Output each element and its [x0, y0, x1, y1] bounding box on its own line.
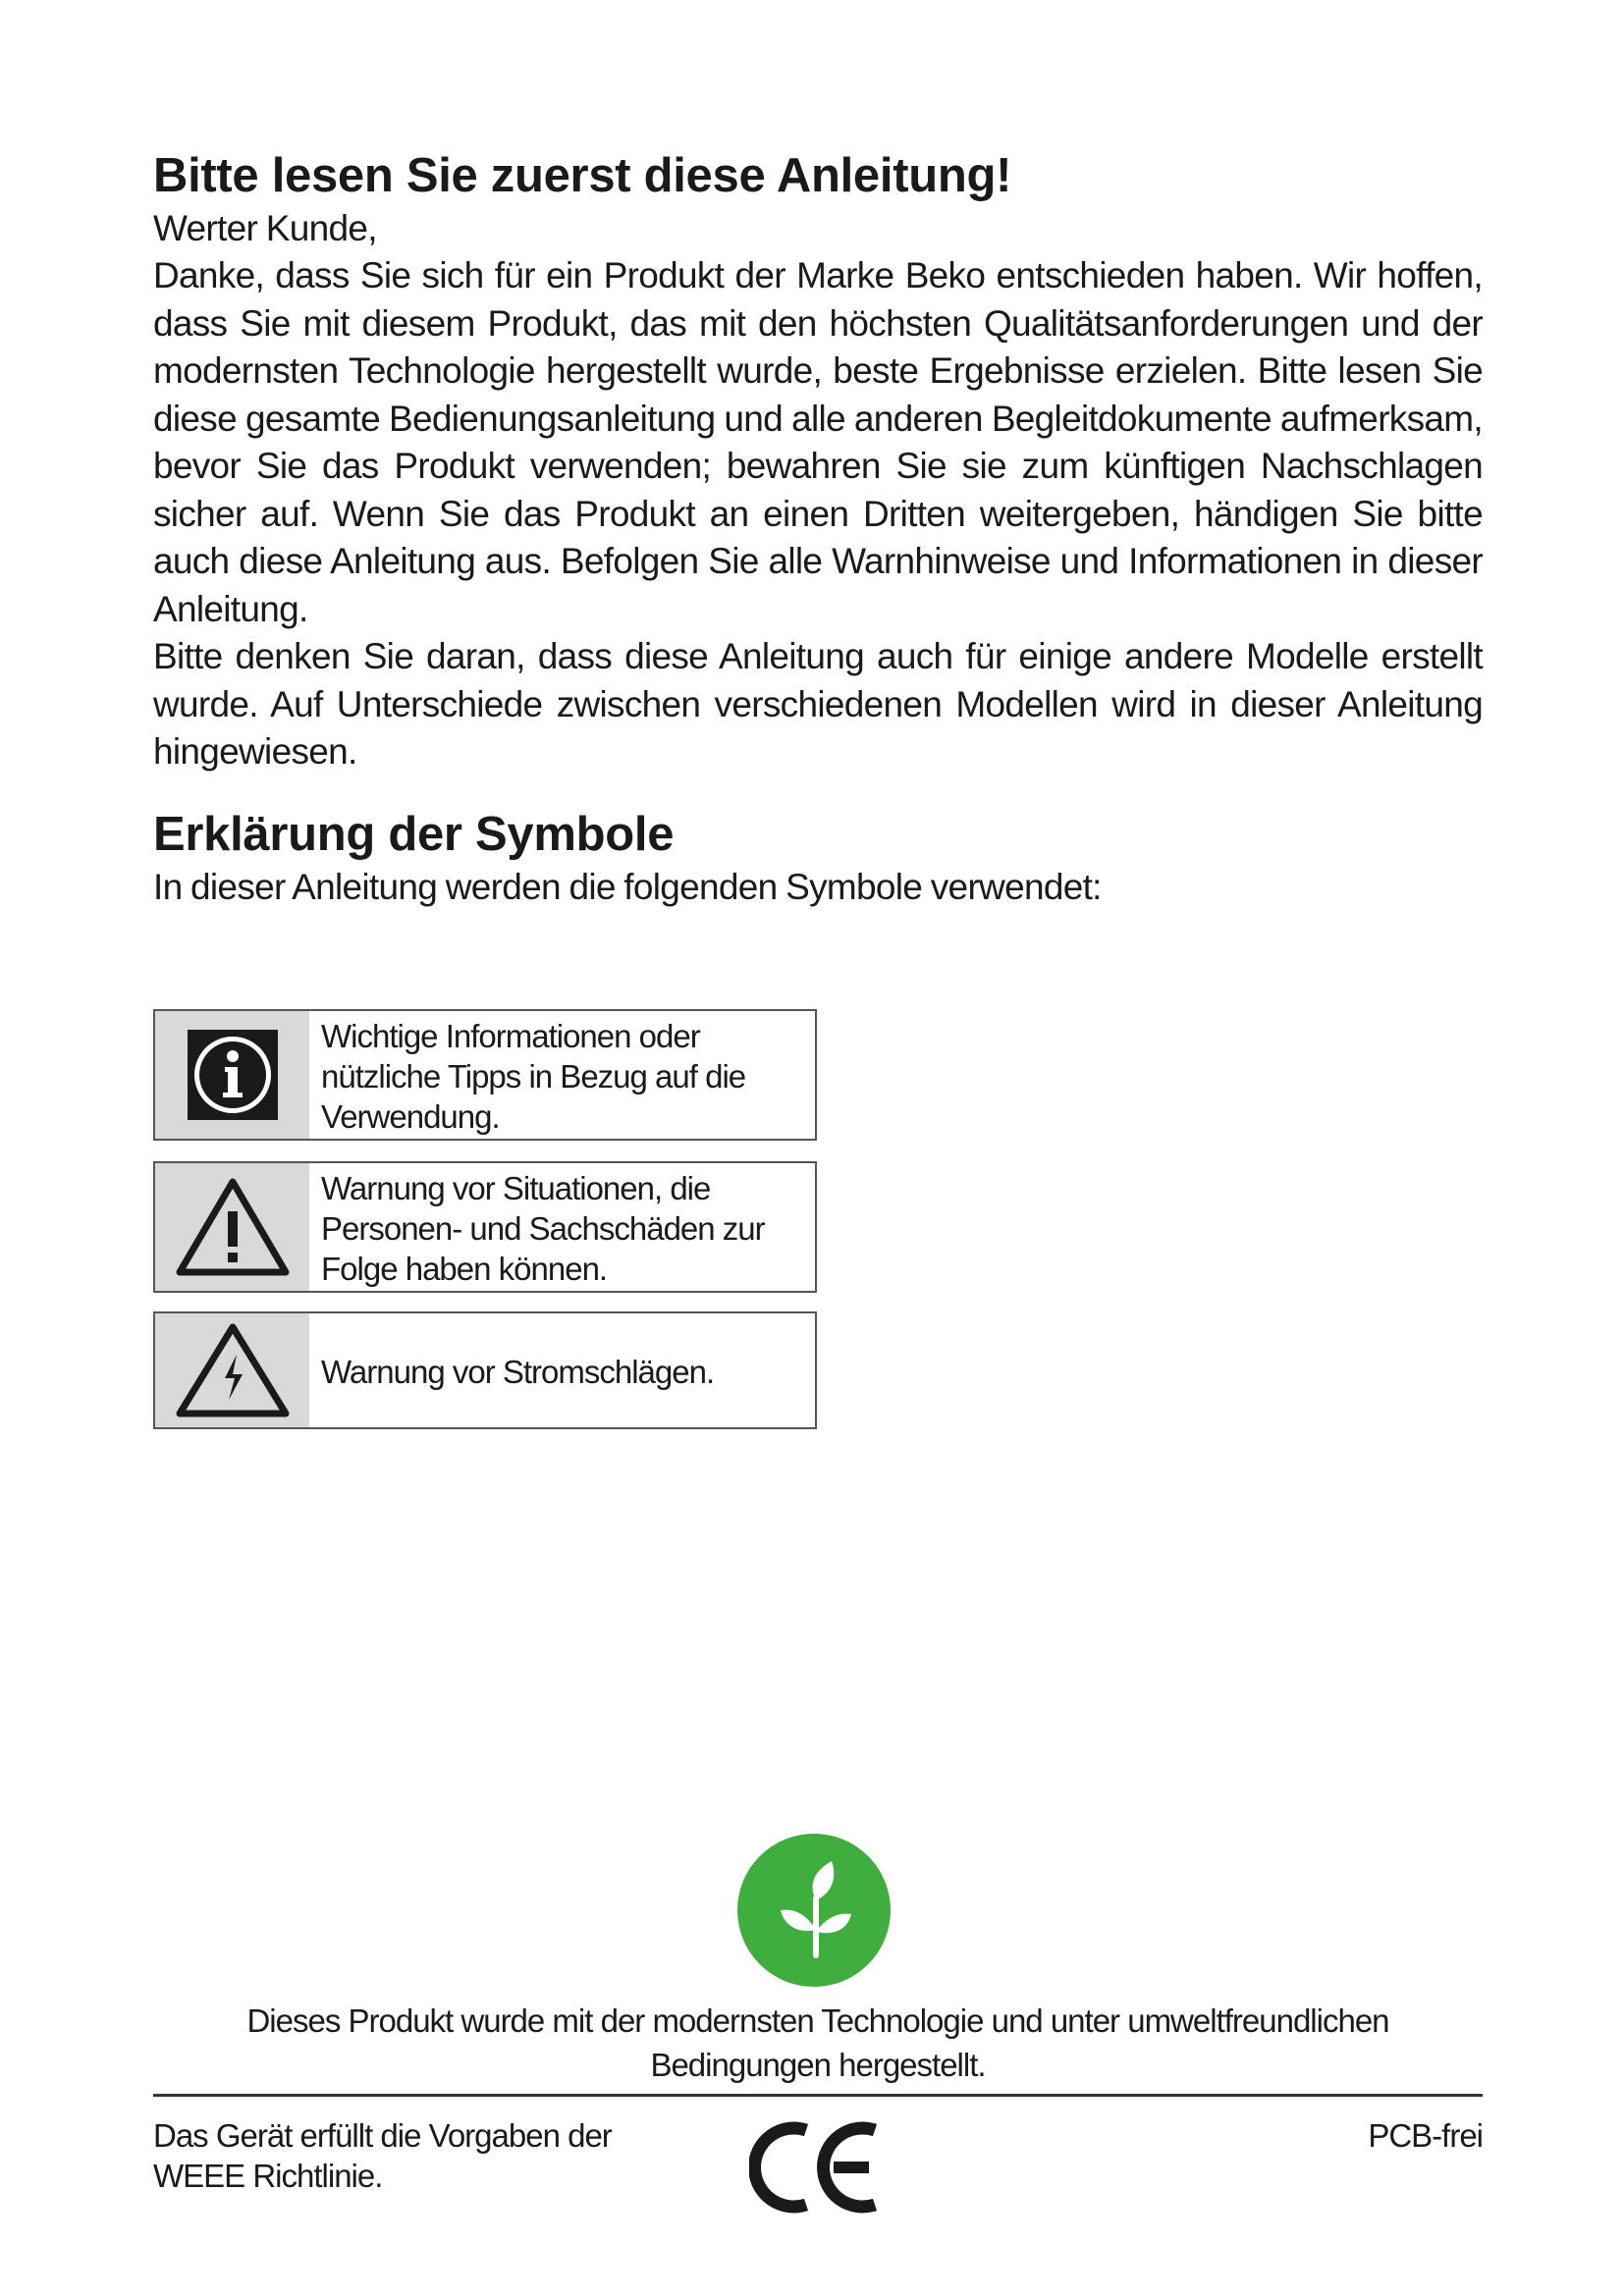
models-paragraph: Bitte denken Sie daran, dass diese Anleitung auch für einige andere Modelle erstellt wurde. Auf Unterschiede zwischen verschiedenen Modellen wird in dieser Anleitung hingewiesen. — [153, 636, 1483, 773]
footer-divider — [153, 2094, 1483, 2097]
symbol-text-electric: Warnung vor Stromschlägen. — [321, 1353, 715, 1390]
manual-page — [153, 147, 1483, 911]
symbol-box-info — [153, 1009, 817, 1141]
electric-shock-icon — [155, 1313, 309, 1427]
symbol-text-warning: Warnung vor Situationen, die Personen- und Sachschäden zur Folge haben können. — [321, 1169, 765, 1287]
warning-icon — [155, 1163, 309, 1291]
intro-paragraph: Danke, dass Sie sich für ein Produkt der Marke Beko entschieden haben. Wir hoffen, dass Sie mit diesem Produkt, das mit den höchsten Qualitätsanforderungen und der modernsten Technologie hergestellt wurde, beste Ergebnisse erzielen. Bitte lesen Sie diese gesamte Bedienungsanleitung und alle anderen Begleitdokumente aufmerksam, bevor Sie das Produkt verwenden; bewahren Sie sie zum künftigen Nachschlagen sicher auf. Wenn Sie das Produkt an einen Dritten weitergeben, händigen Sie bitte auch diese Anleitung aus. Befolgen Sie alle Warnhinweise und Informationen in dieser Anleitung. — [153, 255, 1483, 629]
symbol-text-info: Wichtige Informationen oder nützliche Tipps in Bezug auf die Verwendung. — [321, 1017, 746, 1135]
info-icon — [155, 1011, 309, 1139]
symbols-heading: Erklärung der Symbole — [153, 807, 675, 861]
weee-notice: Das Gerät erfüllt die Vorgaben der WEEE Richtlinie. — [153, 2117, 612, 2194]
symbol-box-warning — [153, 1161, 817, 1293]
page-title: Bitte lesen Sie zuerst diese Anleitung! — [153, 149, 1012, 202]
leaf-icon — [737, 1834, 891, 1987]
pcb-free-label: PCB-frei — [1368, 2117, 1483, 2154]
symbols-intro: In dieser Anleitung werden die folgenden Symbole verwendet: — [153, 866, 1102, 907]
greeting: Werter Kunde, — [153, 207, 377, 248]
ce-mark-icon — [749, 2118, 887, 2216]
symbol-box-electric — [153, 1311, 817, 1429]
eco-statement: Dieses Produkt wurde mit der modernsten Technologie und unter umweltfreundlichen Bedingungen hergestellt. — [246, 2002, 1389, 2083]
